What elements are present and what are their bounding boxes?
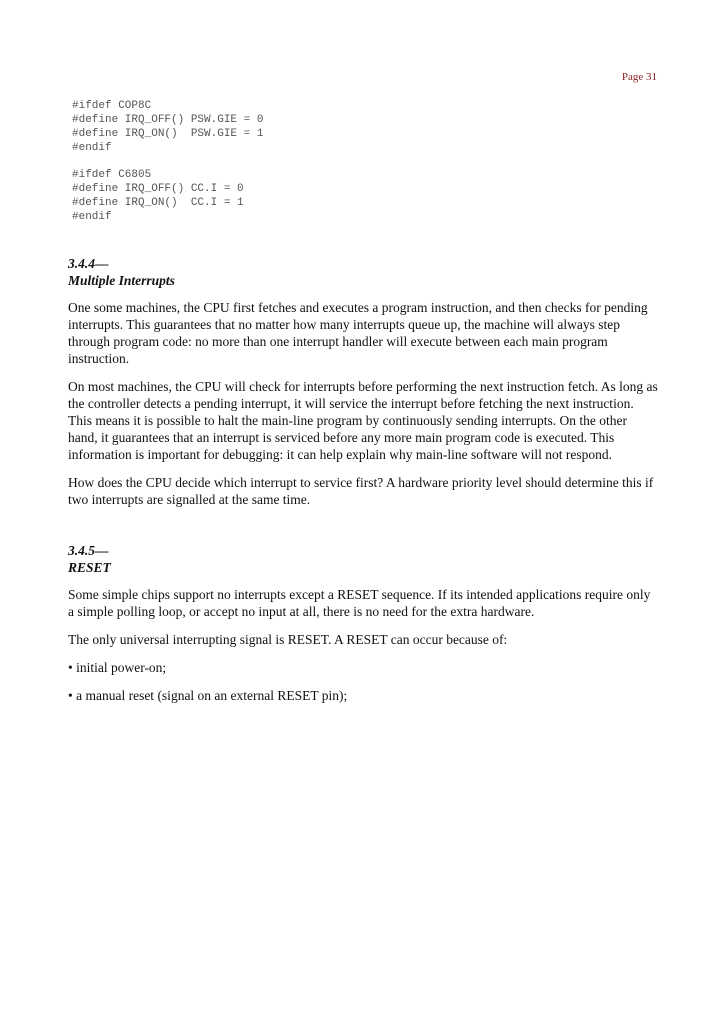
code-line: #define IRQ_ON() PSW.GIE = 1 — [72, 128, 264, 140]
section-title: Multiple Interrupts — [68, 273, 175, 288]
code-line: #ifdef C6805 — [72, 169, 152, 181]
section-title: RESET — [68, 560, 111, 575]
section-heading — [68, 255, 658, 289]
page-number: Page 31 — [621, 71, 657, 83]
code-line: #endif — [72, 142, 112, 154]
code-line: #ifdef COP8C — [72, 100, 152, 112]
paragraph: The only universal interrupting signal is RESET. A RESET can occur because of: — [68, 632, 508, 647]
section-number: 3.4.4— — [68, 256, 109, 271]
code-block-c6805 — [72, 168, 244, 224]
paragraph: How does the CPU decide which interrupt to service first? A hardware priority level should determine this if two interrupts are signalled at the same time. — [68, 475, 654, 507]
paragraph: On most machines, the CPU will check for interrupts before performing the next instruction fetch. As long as the controller detects a pending interrupt, it will service the interrupt before fetching the next instruction. This means it is possible to halt the main-line program by continuously sending interrupts. On the other hand, it guarantees that an interrupt is serviced before any more main program code is executed. This information is important for debugging: it can help explain why main-line software will not respond. — [68, 379, 658, 462]
section-multiple-interrupts — [68, 255, 658, 519]
code-line: #define IRQ_OFF() CC.I = 0 — [72, 183, 244, 195]
section-number: 3.4.5— — [68, 543, 109, 558]
section-reset — [68, 542, 658, 715]
paragraph: One some machines, the CPU first fetches and executes a program instruction, and then checks for pending interrupts. This guarantees that no matter how many interrupts queue up, the machine will always step through program code: no more than one interrupt handler will execute between each main program instruction. — [68, 300, 648, 366]
list-item: • initial power-on; — [68, 660, 167, 675]
section-heading — [68, 542, 658, 576]
code-line: #endif — [72, 211, 112, 223]
code-block-cop8c — [72, 99, 263, 155]
code-line: #define IRQ_ON() CC.I = 1 — [72, 197, 244, 209]
list-item: • a manual reset (signal on an external RESET pin); — [68, 688, 348, 703]
paragraph: Some simple chips support no interrupts except a RESET sequence. If its intended applications require only a simple polling loop, or accept no input at all, there is no need for the extra hardware. — [68, 587, 651, 619]
code-line: #define IRQ_OFF() PSW.GIE = 0 — [72, 114, 264, 126]
